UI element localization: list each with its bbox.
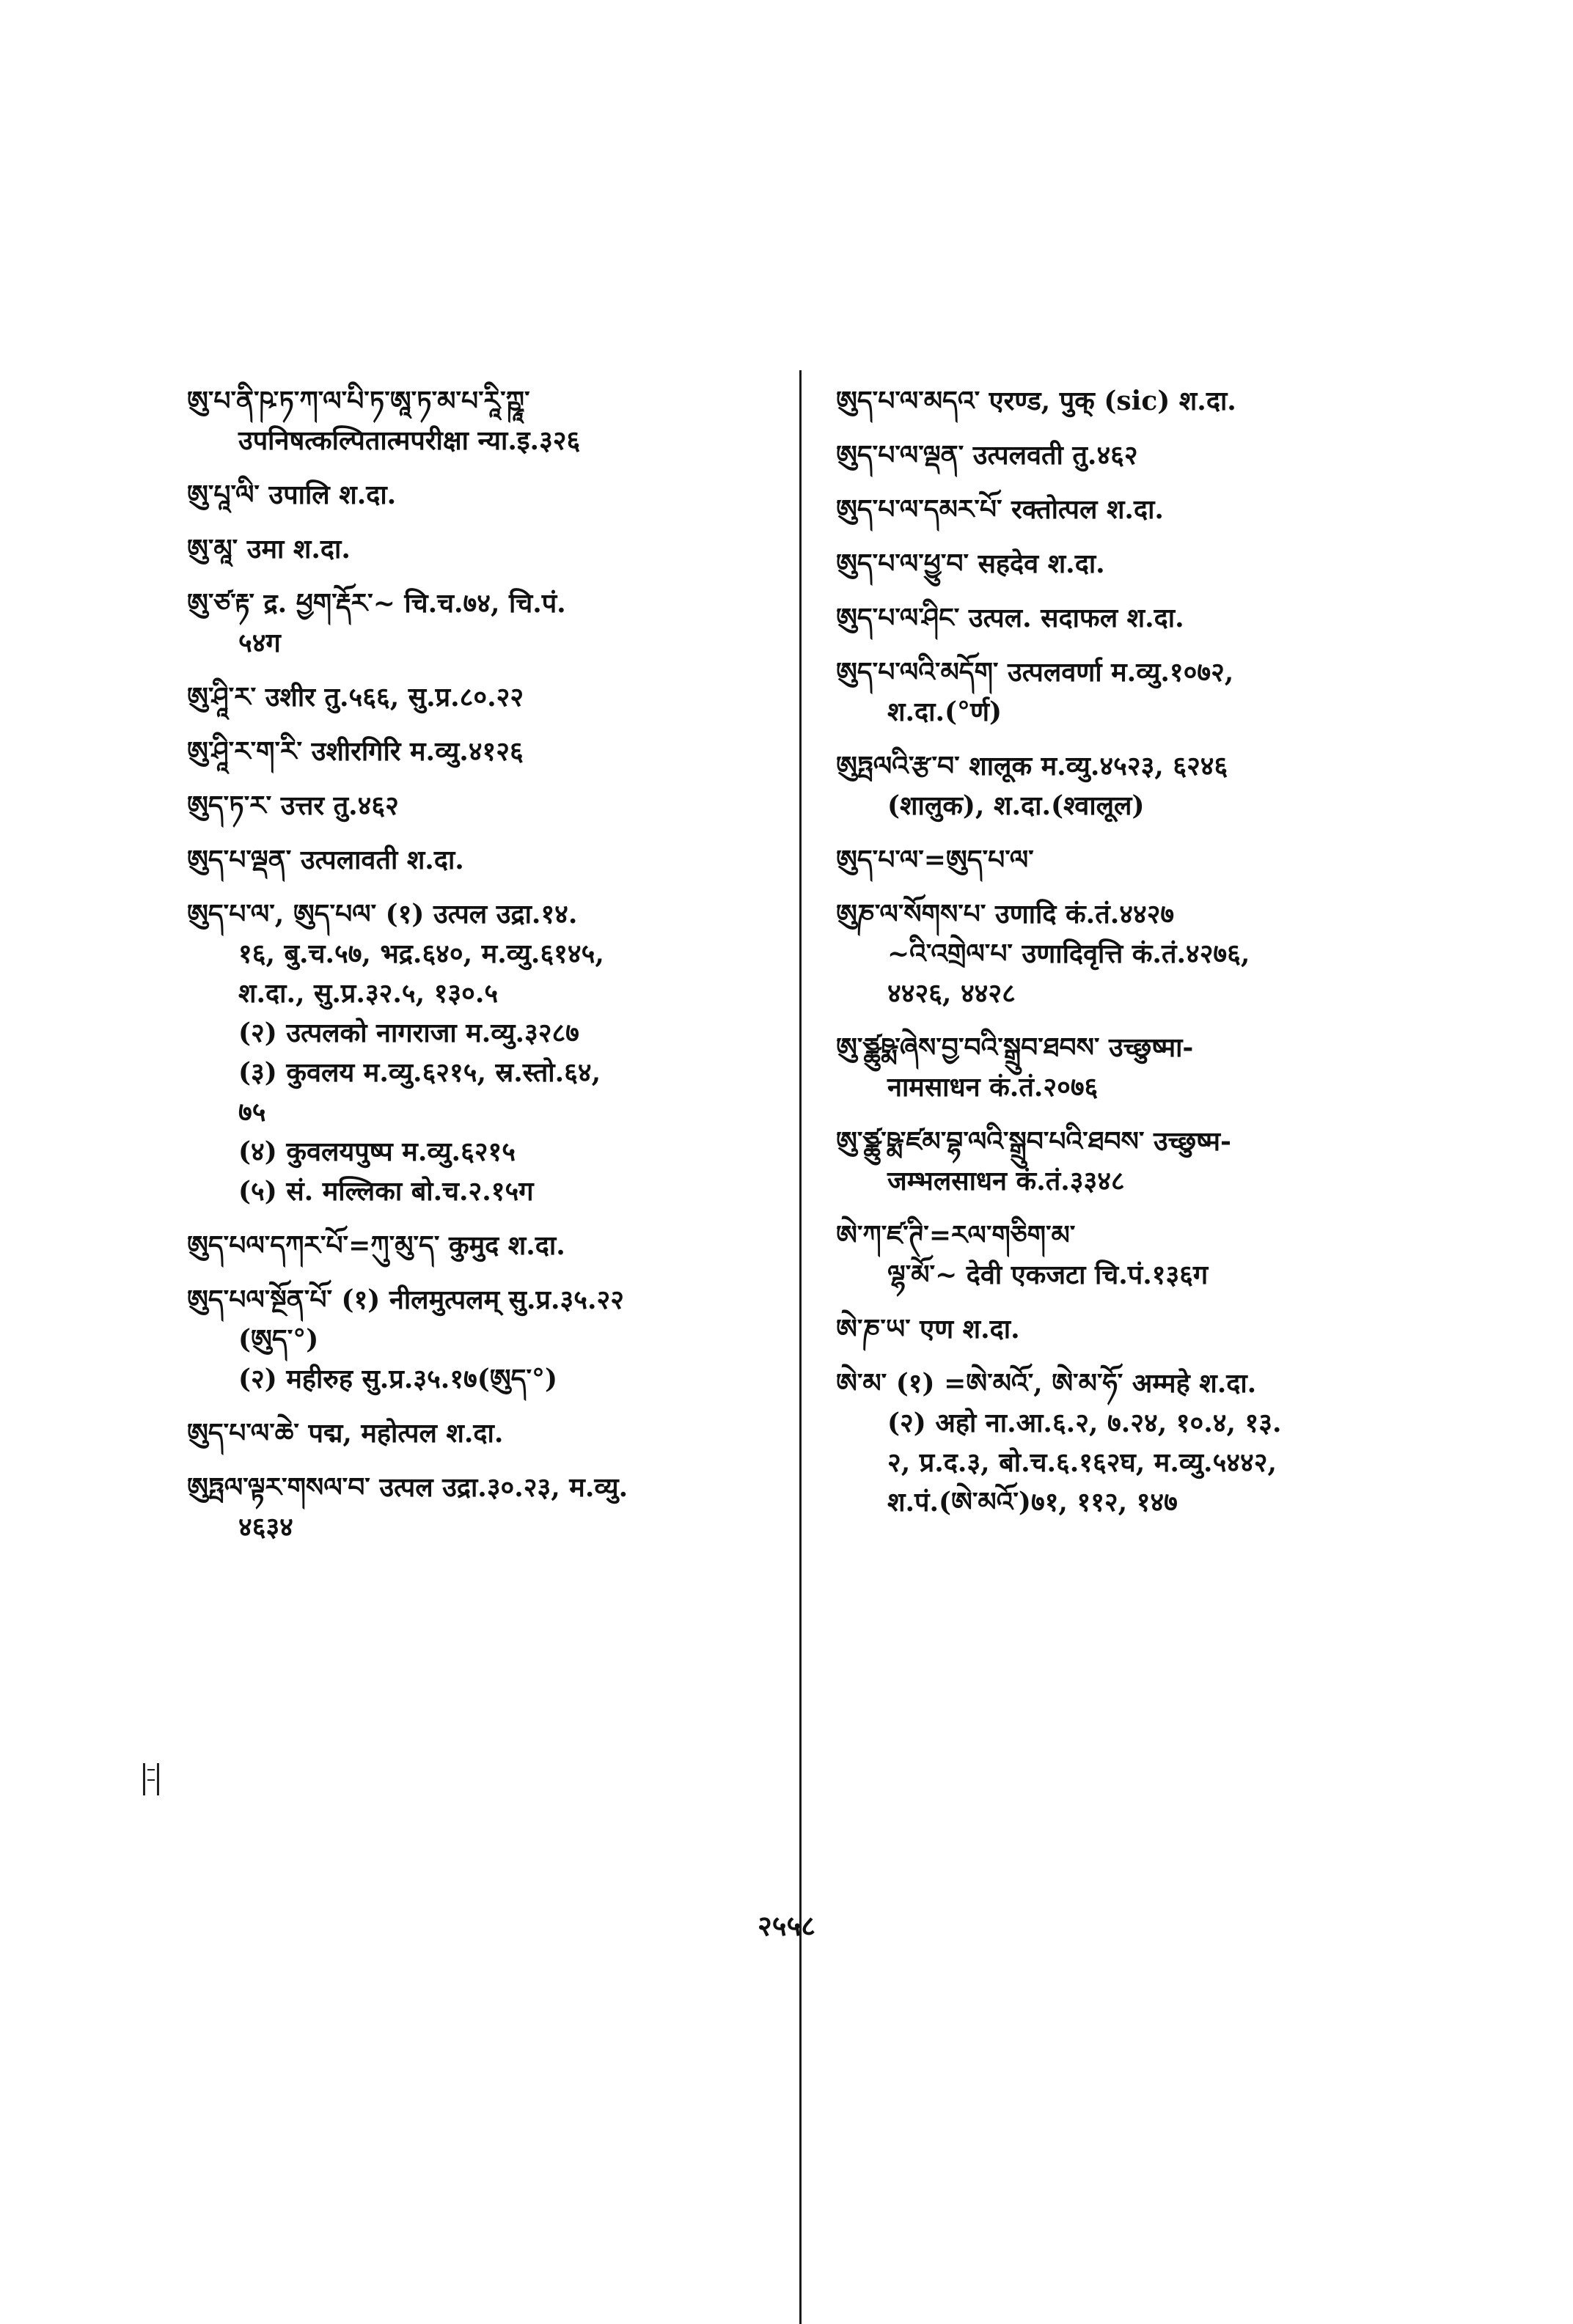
entry-continuation-line: (२) महीरुह सु.प्र.३५.१७(ཨུད་°) (238, 1364, 558, 1394)
entry-continuation-line: ५४ग (238, 628, 281, 658)
left-column (187, 381, 796, 1562)
dictionary-entry (836, 746, 1423, 825)
dictionary-entry (187, 677, 796, 717)
entry-headword-line: ཨུད་པལ་དཀར་པོ་=ཀུ་མུ་ད་ कुमुद श.दा. (187, 1230, 565, 1261)
dictionary-entry (836, 894, 1423, 1013)
entry-headword-line: ཨུ་ཙ་རྟ་ द्र. ཕྱག་རྡོར་~ चि.च.७४, चि.पं. (187, 588, 566, 619)
dictionary-entry (187, 475, 796, 515)
entry-continuation-line: (शालुक), श.दा.(श्वालूल) (887, 790, 1145, 821)
entry-headword-line: ཨུད་པལ་སྔོན་པོ་ (१) नीलमुत्पलम् सु.प्र.३५.२२ (187, 1284, 624, 1315)
entry-headword-line: ཨུཏྤལ་ལྟར་གསལ་བ་ उत्पल उद्रा.३०.२३, म.व्यु. (187, 1472, 628, 1503)
dictionary-entry (836, 1216, 1423, 1295)
entry-continuation-line: (ཨུད་°) (238, 1324, 319, 1355)
entry-continuation-line: उपनिषत्कल्पितात्मपरीक्षा न्या.इ.३२६ (238, 425, 581, 456)
entry-headword-line: ཨུད་པ་ལ་ཕྱུ་བ་ सहदेव श.दा. (836, 548, 1105, 579)
right-column (836, 381, 1423, 1537)
entry-continuation-line: ७५ (238, 1097, 266, 1128)
entry-headword-line: ཨུད་པ་ལ་=ཨུད་པ་ལ་ (836, 845, 1034, 875)
entry-continuation-line: ४४२६, ४४२८ (887, 978, 1016, 1009)
dictionary-entry (187, 786, 796, 825)
entry-headword-line: ཨུ་པཱ་ལི་ उपालि श.दा. (187, 479, 397, 510)
entry-continuation-line: ४६३४ (238, 1512, 293, 1542)
entry-continuation-line: (५) सं. मल्लिका बो.च.२.१५ग (238, 1176, 534, 1207)
dictionary-entry (187, 529, 796, 569)
dictionary-entry (187, 1413, 796, 1453)
entry-headword-line: ཨུ་པ་ནི་ཥ་ཏ་ཀ་ལ་པི་ཏ་ཨཱ་ཏ་མ་པ་རཱི་ཀྵཱ་ (187, 386, 530, 416)
dictionary-entry (187, 1280, 796, 1399)
entry-continuation-line: १६, बु.च.५७, भद्र.६४०, म.व्यु.६१४५, (238, 938, 604, 969)
entry-headword-line: ཨུཎ་ལ་སོགས་པ་ उणादि कं.तं.४४२७ (836, 899, 1175, 930)
entry-continuation-line: ~འི་འགྲེལ་པ་ उणादिवृत्ति कं.तं.४२७६, (887, 938, 1250, 969)
dictionary-entry (187, 584, 796, 663)
dictionary-entry (187, 381, 796, 460)
entry-headword-line: ཨུད་པ་ལ་ཆེ་ पद्म, महोत्पल श.दा. (187, 1418, 504, 1449)
dictionary-entry (836, 1028, 1423, 1107)
entry-headword-line: ཨེ་ཀ་ཛ་ཊི་=རལ་གཅིག་མ་ (836, 1220, 1076, 1251)
entry-continuation-line: ལྷ་མོ་~ देवी एकजटा चि.पं.१३६ग (887, 1260, 1209, 1290)
entry-headword-line: ཨུད་པ་ལའི་མདོག་ उत्पलवर्णा म.व्यु.१०७२, (836, 657, 1234, 688)
entry-headword-line: ཨེ་མ་ (१) =ཨེ་མའོ་, ཨེ་མ་ཧོ་ अम्महे श.दा. (836, 1368, 1257, 1399)
dictionary-entry (836, 840, 1423, 880)
dictionary-entry (836, 652, 1423, 732)
entry-headword-line: ཨུ་ཤཱི་ར་ག་རི་ उशीरगिरि म.व्यु.४१२६ (187, 736, 524, 767)
dictionary-entry (836, 544, 1423, 584)
entry-continuation-line: २, प्र.द.३, बो.च.६.१६२घ, म.व्यु.५४४२, (887, 1447, 1277, 1478)
entry-continuation-line: (२) उत्पलको नागराजा म.व्यु.३२८७ (238, 1018, 579, 1048)
page-number: २५५८ (757, 1909, 816, 1942)
entry-headword-line: ཨུད་ཏ་ར་ उत्तर तु.४६२ (187, 790, 399, 821)
column-divider (799, 370, 802, 2324)
dictionary-entry (187, 732, 796, 771)
entry-headword-line: ཨུད་པ་ལྡན་ उत्पलावती श.दा. (187, 845, 464, 875)
dictionary-entry (836, 598, 1423, 638)
dictionary-entry (187, 840, 796, 880)
entry-headword-line: ཨུ་མཱ་ उमा श.दा. (187, 534, 351, 565)
entry-headword-line: ཨུ་ཙྪུ་ཥྨ་ཛམ་བྷ་ལའི་སྒྲུབ་པའི་ཐབས་ उच्छुष्म- (836, 1126, 1231, 1157)
entry-headword-line: ཨུ་ཙྪུཥྨ་ཞེས་བྱ་བའི་སྒྲུབ་ཐབས་ उच्छुष्मा- (836, 1032, 1194, 1063)
dictionary-entry (836, 1364, 1423, 1522)
entry-continuation-line: श.पं.(ཨེ་མའོ་)७१, ११२, १४७ (887, 1487, 1178, 1518)
entry-headword-line: ཨུད་པ་ལ་ལྡན་ उत्पलवती तु.४६२ (836, 440, 1138, 471)
dictionary-entry (187, 1468, 796, 1547)
dictionary-entry (836, 381, 1423, 421)
entry-continuation-line: श.दा.(°र्ण) (887, 696, 1002, 727)
entry-continuation-line: (२) अहो ना.आ.६.२, ७.२४, १०.४, १३. (887, 1408, 1282, 1438)
dictionary-entry (836, 1122, 1423, 1201)
entry-headword-line: ཨུད་པ་ལ་མདའ་ एरण्ड, पुक् (sic) श.दा. (836, 386, 1236, 416)
dictionary-entry (187, 1226, 796, 1265)
dictionary-entry (836, 1309, 1423, 1349)
entry-headword-line: ཨུད་པ་ལ་ཤིང་ उत्पल. सदाफल श.दा. (836, 603, 1184, 633)
margin-mark-icon (143, 1763, 159, 1795)
dictionary-entry (836, 490, 1423, 529)
entry-continuation-line: जम्भलसाधन कं.तं.३३४८ (887, 1166, 1125, 1196)
entry-continuation-line: (३) कुवलय म.व्यु.६२१५, स्र.स्तो.६४, (238, 1057, 601, 1088)
entry-headword-line: ཨེ་ཎ་ཡ་ एण श.दा. (836, 1314, 1020, 1345)
entry-headword-line: ཨུཏྤལའི་རྩ་བ་ शालूक म.व्यु.४५२३, ६२४६ (836, 751, 1228, 782)
entry-headword-line: ཨུད་པ་ལ་, ཨུད་པལ་ (१) उत्पल उद्रा.१४. (187, 899, 578, 930)
entry-continuation-line: श.दा., सु.प्र.३२.५, १३०.५ (238, 978, 499, 1009)
dictionary-entry (187, 894, 796, 1211)
entry-headword-line: ཨུ་ཤཱི་ར་ उशीर तु.५६६, सु.प्र.८०.२२ (187, 682, 524, 713)
dictionary-entry (836, 435, 1423, 475)
entry-headword-line: ཨུད་པ་ལ་དམར་པོ་ रक्तोत्पल श.दा. (836, 494, 1164, 525)
entry-continuation-line: नामसाधन कं.तं.२०७६ (887, 1072, 1099, 1103)
entry-continuation-line: (४) कुवलयपुष्प म.व्यु.६२१५ (238, 1136, 516, 1167)
